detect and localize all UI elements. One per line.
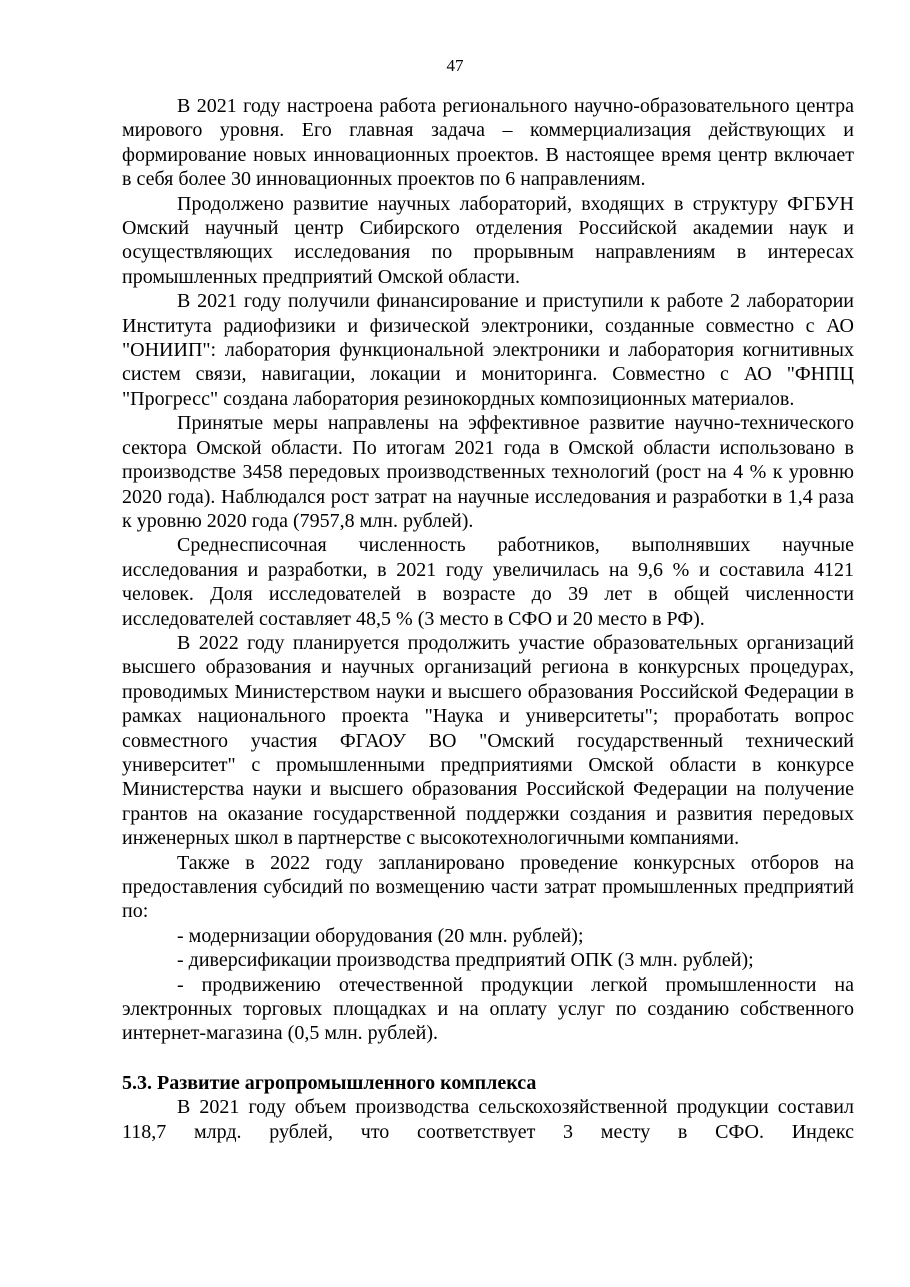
paragraph: Среднесписочная численность работников, выполнявших научные исследования и разработки, в 2021 году увеличилась на 9,6 % и составила 4121 человек. Доля исследователей в возрасте до 39 лет в общей численности исследователей составляет 48,5 % (3 место в СФО и 20 место в РФ). — [122, 534, 854, 630]
paragraph: Также в 2022 году запланировано проведение конкурсных отборов на предоставления субсидий по возмещению части затрат промышленных предприятий по: — [122, 851, 854, 923]
list-item: - диверсификации производства предприятий ОПК (3 млн. рублей); — [177, 949, 754, 972]
document-body — [122, 94, 854, 1144]
paragraph: Продолжено развитие научных лабораторий, входящих в структуру ФГБУН Омский научный центр Сибирского отделения Российской академии наук и осуществляющих исследования по прорывным направлениям в интересах промышленных предприятий Омской области. — [122, 192, 854, 288]
list-item: - модернизации оборудования (20 млн. рублей); — [177, 924, 584, 947]
paragraph: В 2021 году настроена работа регионального научно-образовательного центра мирового уровня. Его главная задача – коммерциализация действующих и формирование новых инновационных проектов. В настоящее время центр включает в себя более 30 инновационных проектов по 6 направлениям. — [122, 95, 854, 191]
section-heading: 5.3. Развитие агропромышленного комплекса — [122, 1071, 537, 1094]
list-item: - продвижению отечественной продукции легкой промышленности на электронных торговых площадках и на оплату услуг по созданию собственного интернет-магазина (0,5 млн. рублей). — [122, 973, 854, 1045]
paragraph: В 2021 году получили финансирование и приступили к работе 2 лаборатории Института радиофизики и физической электроники, созданные совместно с АО "ОНИИП": лаборатория функциональной электроники и лаборатория когнитивных систем связи, навигации, локации и мониторинга. Совместно с АО "ФНПЦ "Прогресс" создана лаборатория резинокордных композиционных материалов. — [122, 290, 854, 410]
page-number: 47 — [446, 56, 464, 75]
paragraph: В 2022 году планируется продолжить участие образовательных организаций высшего образования и научных организаций региона в конкурсных процедурах, проводимых Министерством науки и высшего образования Российской Федерации в рамках национального проекта "Наука и университеты"; проработать вопрос совместного участия ФГАОУ ВО "Омский государственный технический университет" с промышленными предприятиями Омской области в конкурсе Министерства науки и высшего образования Российской Федерации на получение грантов на оказание государственной поддержки создания и развития передовых инженерных школ в партнерстве с высокотехнологичными компаниями. — [122, 631, 854, 850]
paragraph: В 2021 году объем производства сельскохозяйственной продукции составил 118,7 млрд. рублей, что соответствует 3 месту в СФО. Индекс — [122, 1096, 854, 1143]
paragraph: Принятые меры направлены на эффективное развитие научно-технического сектора Омской области. По итогам 2021 года в Омской области использовано в производстве 3458 передовых производственных технологий (рост на 4 % к уровню 2020 года). Наблюдался рост затрат на научные исследования и разработки в 1,4 раза к уровню 2020 года (7957,8 млн. рублей). — [122, 412, 854, 532]
